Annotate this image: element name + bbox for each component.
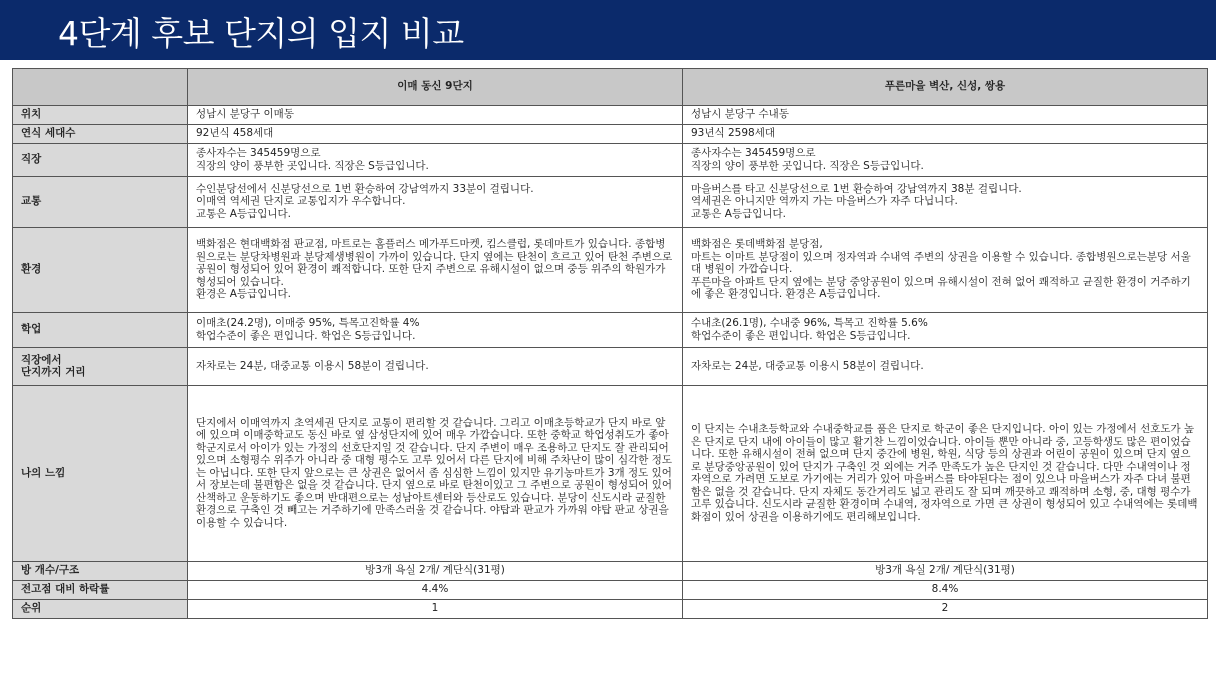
cell-complex-b: 8.4%	[683, 581, 1208, 600]
header-complex-a: 이매 동신 9단지	[188, 69, 683, 106]
header-row	[13, 69, 1208, 106]
cell-complex-a: 방3개 욕실 2개/ 계단식(31평)	[188, 562, 683, 581]
row-label: 방 개수/구조	[13, 562, 188, 581]
cell-complex-b: 성남시 분당구 수내동	[683, 106, 1208, 125]
row-jobs	[13, 144, 1208, 177]
cell-complex-b: 93년식 2598세대	[683, 125, 1208, 144]
row-rank	[13, 600, 1208, 619]
row-label: 교통	[13, 177, 188, 228]
row-location	[13, 106, 1208, 125]
row-label: 학업	[13, 313, 188, 348]
cell-complex-a: 자차로는 24분, 대중교통 이용시 58분이 걸립니다.	[188, 348, 683, 386]
cell-complex-a: 백화점은 현대백화점 판교점, 마트로는 홈플러스 메가푸드마켓, 킴스클럽, 롯데마트가 있습니다. 종합병원으로는 분당차병원과 분당제생병원이 가까이 있습니다. 단지 옆에는 탄천이 흐르고 있어 탄천 주변으로 공원이 형성되어 있어 환경이 쾌적합니다. 또한 단지 주변으로 유해시설이 없으며 중등 위주의 학원가가 형성되어 있습니다. 환경은 A등급입니다.	[188, 228, 683, 313]
row-drop-rate	[13, 581, 1208, 600]
header-complex-b: 푸른마을 벽산, 신성, 쌍용	[683, 69, 1208, 106]
row-label: 순위	[13, 600, 188, 619]
row-rooms	[13, 562, 1208, 581]
cell-complex-b: 종사자수는 345459명으로 직장의 양이 풍부한 곳입니다. 직장은 S등급입니다.	[683, 144, 1208, 177]
cell-complex-a: 이매초(24.2명), 이매중 95%, 특목고진학률 4% 학업수준이 좋은 편입니다. 학업은 S등급입니다.	[188, 313, 683, 348]
row-commute	[13, 348, 1208, 386]
comparison-table	[12, 68, 1208, 619]
cell-complex-b: 2	[683, 600, 1208, 619]
cell-complex-b: 백화점은 롯데백화점 분당점, 마트는 이마트 분당점이 있으며 정자역과 수내역 주변의 상권을 이용할 수 있습니다. 종합병원으로는분당 서울대 병원이 가깝습니다. 푸른마을 아파트 단지 옆에는 분당 중앙공원이 있으며 유해시설이 전혀 없어 쾌적하고 균질한 환경이 거주하기에 좋은 환경입니다. 환경은 A등급입니다.	[683, 228, 1208, 313]
cell-complex-a: 종사자수는 345459명으로 직장의 양이 풍부한 곳입니다. 직장은 S등급입니다.	[188, 144, 683, 177]
cell-complex-a: 1	[188, 600, 683, 619]
title-bar	[0, 0, 1216, 60]
cell-complex-b: 수내초(26.1명), 수내중 96%, 특목고 진학률 5.6% 학업수준이 좋은 편입니다. 학업은 S등급입니다.	[683, 313, 1208, 348]
cell-complex-a: 성남시 분당구 이매동	[188, 106, 683, 125]
row-education	[13, 313, 1208, 348]
cell-complex-a: 92년식 458세대	[188, 125, 683, 144]
row-transport	[13, 177, 1208, 228]
header-blank	[13, 69, 188, 106]
row-impression	[13, 386, 1208, 562]
row-label: 직장	[13, 144, 188, 177]
row-environment	[13, 228, 1208, 313]
row-age-households	[13, 125, 1208, 144]
cell-complex-a: 수인분당선에서 신분당선으로 1번 환승하여 강남역까지 33분이 걸립니다. 이매역 역세권 단지로 교통입지가 우수합니다. 교통은 A등급입니다.	[188, 177, 683, 228]
slide-title: 4단계 후보 단지의 입지 비교	[58, 14, 464, 53]
cell-complex-b: 방3개 욕실 2개/ 계단식(31평)	[683, 562, 1208, 581]
row-label: 직장에서 단지까지 거리	[13, 348, 188, 386]
row-label: 전고점 대비 하락률	[13, 581, 188, 600]
row-label: 환경	[13, 228, 188, 313]
cell-complex-a: 4.4%	[188, 581, 683, 600]
row-label: 위치	[13, 106, 188, 125]
cell-complex-a: 단지에서 이매역까지 초역세권 단지로 교통이 편리할 것 같습니다. 그리고 이매초등학교가 단지 바로 앞에 있으며 이매중학교도 동신 바로 옆 삼성단지에 있어 매우 가깝습니다. 또한 중학교 학업성취도가 좋아 학군지로서 아이가 있는 가정의 선호단지일 것 같습니다. 단지 주변이 매우 조용하고 단지도 잘 관리되어 있으며 소형평수 위주가 아니라 중 대형 평수도 고루 있어서 다른 단지에 비해 주차난이 많이 심각한 정도는 아닙니다. 또한 단지 앞으로는 큰 상권은 없어서 좀 심심한 느낌이 있지만 유기농마트가 3개 정도 있어서 장보는데 불편함은 없을 것 같습니다. 단지 옆으로 바로 탄천이있고 그 주변으로 공원이 형성되어 있어 산책하고 운동하기도 좋으며 반대편으로는 성남아트센터와 등산로도 있습니다. 분당이 신도시라 균질한 환경으로 구축인 것 빼고는 거주하기에 만족스러울 것 같습니다. 야탑과 판교가 가까워 야탑 판교 상권을 이용할 수 있습니다.	[188, 386, 683, 562]
cell-complex-b: 마을버스를 타고 신분당선으로 1번 환승하여 강남역까지 38분 걸립니다. 역세권은 아니지만 역까지 가는 마을버스가 자주 다닙니다. 교통은 A등급입니다.	[683, 177, 1208, 228]
cell-complex-b: 자차로는 24분, 대중교통 이용시 58분이 걸립니다.	[683, 348, 1208, 386]
row-label: 나의 느낌	[13, 386, 188, 562]
cell-complex-b: 이 단지는 수내초등학교와 수내중학교를 품은 단지로 학군이 좋은 단지입니다. 아이 있는 가정에서 선호도가 높은 단지로 단지 내에 아이들이 많고 활기찬 느낌이었습니다. 아이들 뿐만 아니라 중, 고등학생도 많은 편이었습니다. 또한 유해시설이 전혀 없으며 단지 중간에 병원, 학원, 식당 등의 상권과 어린이 공원이 있으며 단지 옆으로 분당중앙공원이 있어 단지가 구축인 것 외에는 거주 만족도가 높은 단지인 것 같습니다. 다만 수내역이나 정자역으로 가려면 도보로 가기에는 거리가 있어 마을버스를 타야된다는 점이 있으나 마을버스가 자주 다녀 불편함은 없을 것 같습니다. 단지 자체도 동간거리도 넓고 관리도 잘 되며 깨끗하고 쾌적하며 소형, 중, 대형 평수가 고루 있습니다. 신도시라 균질한 환경이며 수내역, 정자역으로 가면 큰 상권이 형성되어 있고 수내역에는 롯데백화점이 있어 상권을 이용하기에도 편리해보입니다.	[683, 386, 1208, 562]
row-label: 연식 세대수	[13, 125, 188, 144]
